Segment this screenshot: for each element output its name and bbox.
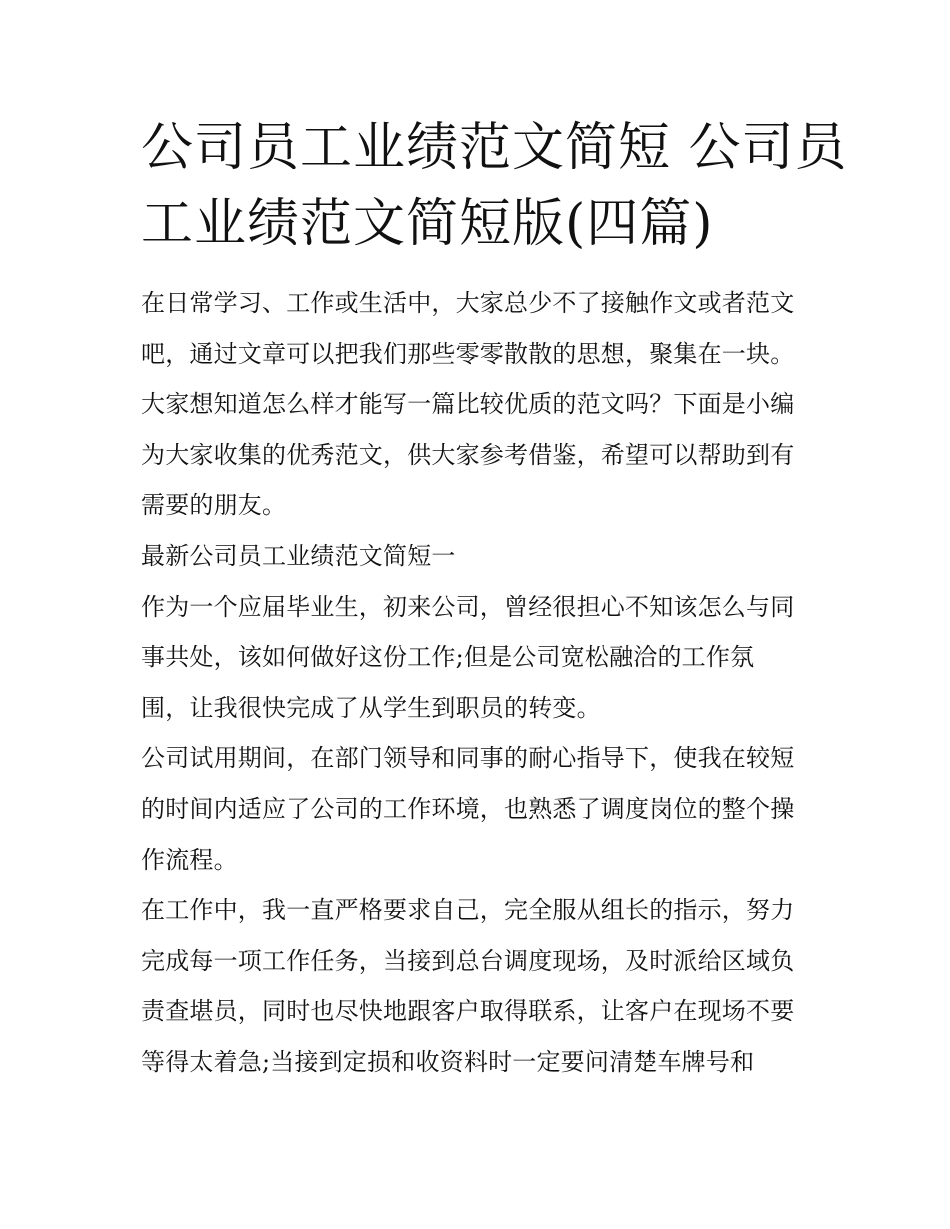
body-line: 的时间内适应了公司的工作环境，也熟悉了调度岗位的整个操 xyxy=(141,794,795,823)
body-line: 作为一个应届毕业生，初来公司，曾经很担心不知该怎么与同 xyxy=(141,592,795,621)
body-line: 责查堪员，同时也尽快地跟客户取得联系，让客户在现场不要 xyxy=(141,997,795,1026)
body-line: 公司试用期间，在部门领导和同事的耐心指导下，使我在较短 xyxy=(141,744,795,773)
body-line: 为大家收集的优秀范文，供大家参考借鉴，希望可以帮助到有 xyxy=(141,440,795,469)
title-line: 工业绩范文简短版(四篇) xyxy=(141,194,714,254)
document-title xyxy=(141,110,848,262)
document-body xyxy=(141,278,821,1088)
body-line: 大家想知道怎么样才能写一篇比较优质的范文吗？下面是小编 xyxy=(141,390,795,419)
body-line: 需要的朋友。 xyxy=(141,491,287,520)
body-line: 吧，通过文章可以把我们那些零零散散的思想，聚集在一块。 xyxy=(141,339,795,368)
body-line: 在日常学习、工作或生活中，大家总少不了接触作文或者范文 xyxy=(141,289,795,317)
body-line: 围，让我很快完成了从学生到职员的转变。 xyxy=(141,693,601,722)
body-line: 作流程。 xyxy=(141,845,238,874)
title-line: 公司员工业绩范文简短 公司员 xyxy=(141,118,848,178)
body-line: 在工作中，我一直严格要求自己，完全服从组长的指示，努力 xyxy=(141,896,795,925)
section-heading: 最新公司员工业绩范文简短一 xyxy=(141,541,456,570)
body-line: 完成每一项工作任务，当接到总台调度现场，及时派给区域负 xyxy=(141,946,795,975)
body-line: 等得太着急;当接到定损和收资料时一定要问清楚车牌号和 xyxy=(141,1047,755,1076)
body-line: 事共处，该如何做好这份工作;但是公司宽松融洽的工作氛 xyxy=(141,643,755,672)
